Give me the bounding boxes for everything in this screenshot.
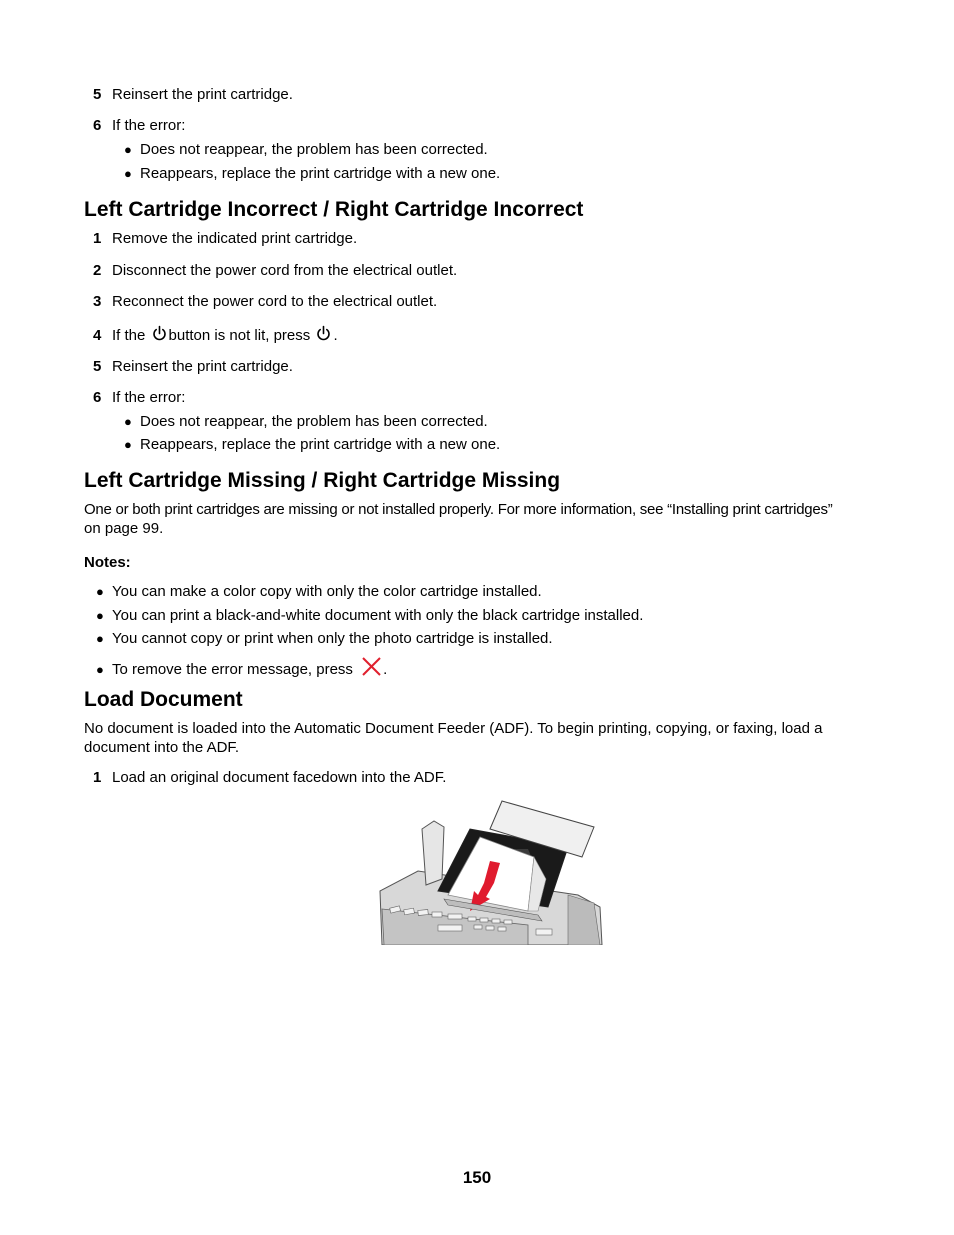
note-item: ● You can print a black-and-white document with only the black cartridge installed. <box>96 607 644 624</box>
missing-description: One or both print cartridges are missing or not installed properly. For more information, see “Installing print cartridges” on page 99. <box>84 501 833 537</box>
adf-loading-illustration <box>378 799 604 945</box>
step-6: 6 If the error: <box>93 389 186 406</box>
step-5-top: 5 Reinsert the print cartridge. <box>93 86 293 103</box>
note-item: ● To remove the error message, press . <box>96 656 387 679</box>
bullet-item: ● Reappears, replace the print cartridge with a new one. <box>124 436 501 453</box>
step-5: 5 Reinsert the print cartridge. <box>93 358 293 375</box>
step-3: 3 Reconnect the power cord to the electrical outlet. <box>93 293 438 310</box>
heading-cartridge-incorrect: Left Cartridge Incorrect / Right Cartridge Incorrect <box>84 198 584 221</box>
notes-label: Notes: <box>84 554 131 571</box>
step-2: 2 Disconnect the power cord from the electrical outlet. <box>93 262 458 279</box>
note-item: ● You can make a color copy with only the color cartridge installed. <box>96 583 542 600</box>
step-1-load: 1 Load an original document facedown into the ADF. <box>93 769 447 786</box>
bullet-item: ● Does not reappear, the problem has been corrected. <box>124 141 488 158</box>
power-icon <box>316 325 331 342</box>
bullet-item: ● Reappears, replace the print cartridge with a new one. <box>124 165 501 182</box>
heading-load-document: Load Document <box>84 688 243 711</box>
load-document-description: No document is loaded into the Automatic Document Feeder (ADF). To begin printing, copying, or faxing, load a document into the ADF. <box>84 720 823 756</box>
note-item: ● You cannot copy or print when only the photo cartridge is installed. <box>96 630 553 647</box>
page-number: 150 <box>462 1168 492 1187</box>
step-6-top: 6 If the error: <box>93 117 186 134</box>
step-1: 1 Remove the indicated print cartridge. <box>93 230 358 247</box>
heading-cartridge-missing: Left Cartridge Missing / Right Cartridge Missing <box>84 469 561 492</box>
cancel-x-icon <box>361 656 382 677</box>
step-4: 4 If the button is not lit, press . <box>93 327 338 344</box>
bullet-item: ● Does not reappear, the problem has been corrected. <box>124 413 488 430</box>
power-icon <box>152 325 167 342</box>
